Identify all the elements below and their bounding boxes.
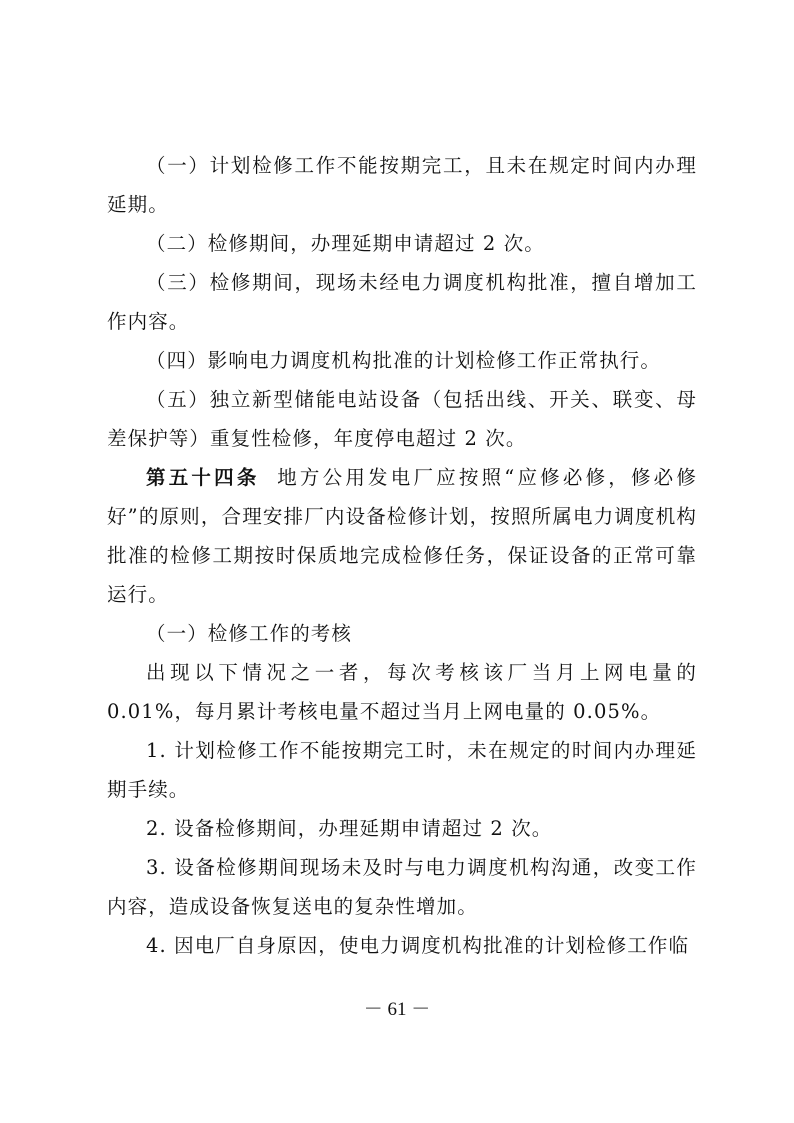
- paragraph-item-3: （三）检修期间，现场未经电力调度机构批准，擅自增加工作内容。: [107, 271, 697, 333]
- document-body: [107, 146, 697, 965]
- paragraph-item-4: （四）影响电力调度机构批准的计划检修工作正常执行。: [146, 349, 662, 372]
- numbered-item-1: 1. 计划检修工作不能按期完工时，未在规定的时间内办理延期手续。: [107, 739, 697, 801]
- article-text: 地方公用发电厂应按照“应修必修，修必修好”的原则，合理安排厂内设备检修计划，按照所属电力调度机构批准的检修工期按时保质地完成检修任务，保证设备的正常可靠运行。: [107, 466, 697, 606]
- numbered-item-2: 2. 设备检修期间，办理延期申请超过 2 次。: [146, 817, 553, 840]
- numbered-item-4: 4. 因电厂自身原因，使电力调度机构批准的计划检修工作临: [146, 934, 690, 957]
- page-number: － 61 －: [363, 999, 431, 1020]
- paragraph-item-5: （五）独立新型储能电站设备（包括出线、开关、联变、母差保护等）重复性检修，年度停电超过 2 次。: [107, 388, 697, 450]
- article-paragraph: [107, 458, 697, 614]
- article-number: 第五十四条: [146, 466, 260, 489]
- paragraph-item-2: （二）检修期间，办理延期申请超过 2 次。: [146, 232, 545, 255]
- numbered-item-3: 3. 设备检修期间现场未及时与电力调度机构沟通，改变工作内容，造成设备恢复送电的复杂性增加。: [107, 856, 697, 918]
- paragraph-item-1: （一）计划检修工作不能按期完工，且未在规定时间内办理延期。: [107, 154, 697, 216]
- section-heading: （一）检修工作的考核: [146, 622, 353, 645]
- condition-paragraph: 出现以下情况之一者，每次考核该厂当月上网电量的 0.01%，每月累计考核电量不超过当月上网电量的 0.05%。: [107, 661, 697, 723]
